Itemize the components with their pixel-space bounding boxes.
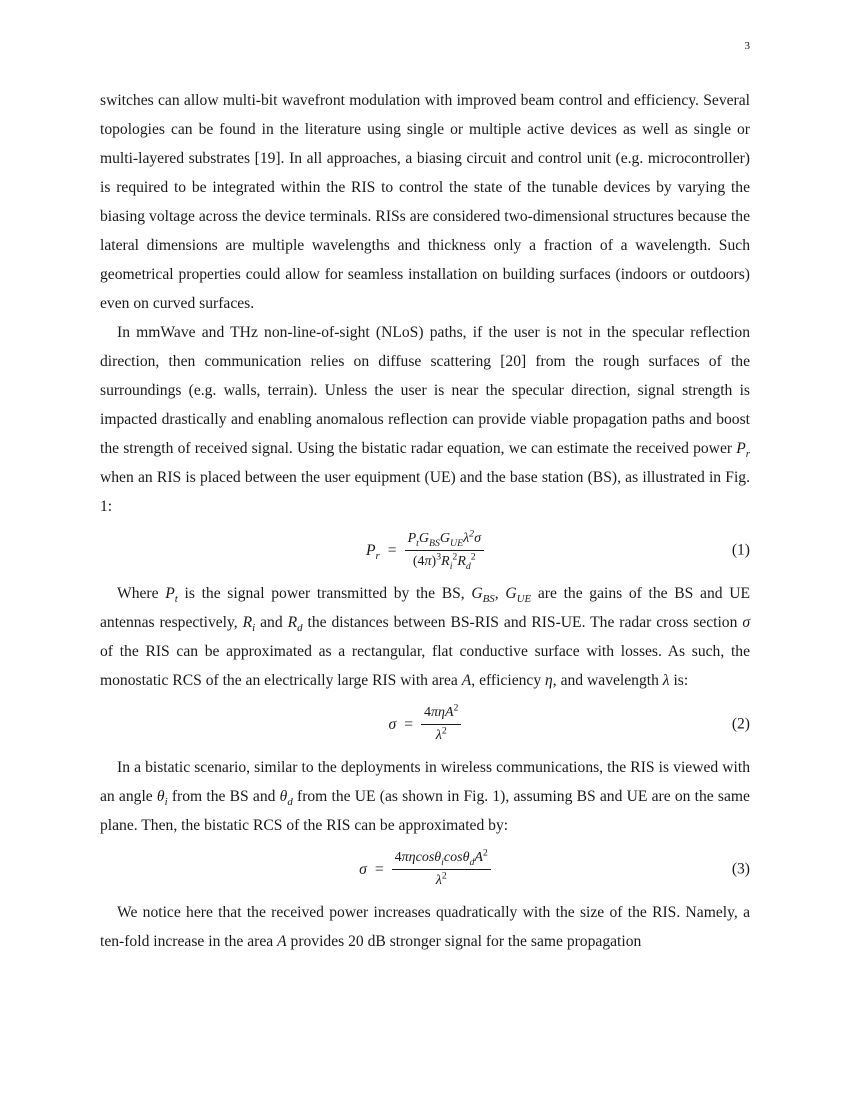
equation-3 bbox=[100, 840, 750, 898]
body-text bbox=[100, 86, 750, 956]
equation-2 bbox=[100, 695, 750, 753]
equation-1 bbox=[100, 521, 750, 579]
equation-2-expr: σ = $\frac{4\pi\eta A^2}{\lambda^2}$ bbox=[389, 704, 462, 745]
equation-2-number: (2) bbox=[731, 715, 750, 733]
page-number: 3 bbox=[744, 40, 750, 52]
equation-3-number: (3) bbox=[731, 860, 750, 878]
equation-1-expr: $P_r$ = $\frac{P_tG_{BS}G_{UE}\lambda^2\sigma}{(4\pi)^3R_i^2R_d^2}$ bbox=[366, 530, 484, 571]
paragraph-2: In mmWave and THz non-line-of-sight (NLoS) paths, if the user is not in the specular reflection direction, then communication relies on diffuse scattering [20] from the rough surfaces of the surroundings (e.g. walls, terrain). Unless the user is near the specular direction, signal strength is impacted drastically and enabling anomalous reflection can provide viable propagation paths and boost the strength of received signal. Using the bistatic radar equation, we can estimate the received power $P_r$ when an RIS is placed between the user equipment (UE) and the base station (BS), as illustrated in Fig. 1: bbox=[100, 324, 750, 515]
paragraph-5: We notice here that the received power increases quadratically with the size of the RIS. Namely, a ten-fold increase in the area A provides 20 dB stronger signal for the same propagation bbox=[100, 904, 750, 950]
math-pr: $P_r$ bbox=[736, 440, 750, 461]
paragraph-1: switches can allow multi-bit wavefront modulation with improved beam control and efficiency. Several topologies can be found in the literature using single or multiple active devices as well as single or multi-layered substrates [19]. In all approaches, a biasing circuit and control unit (e.g. microcontroller) is required to be integrated within the RIS to control the state of the tunable devices by varying the biasing voltage across the device terminals. RISs are considered two-dimensional structures because the lateral dimensions are multiple wavelengths and thickness only a fraction of a wavelength. Such geometrical properties could allow for seamless installation on building surfaces (indoors or outdoors) even on curved surfaces. bbox=[100, 92, 750, 312]
equation-1-number: (1) bbox=[731, 541, 750, 559]
equation-3-expr: σ = $\frac{4\pi\eta\cos\theta_i\cos\theta_dA^2}{\lambda^2}$ bbox=[359, 849, 491, 890]
paragraph-3: Where $P_t$ is the signal power transmitted by the BS, $G_{BS}$, $G_{UE}$ are the gains of the BS and UE antennas respectively, $R_i$ and $R_d$ the distances between BS-RIS and RIS-UE. The radar cross section σ of the RIS can be approximated as a rectangular, flat conductive surface with losses. As such, the monostatic RCS of the an electrically large RIS with area A, efficiency η, and wavelength λ is: bbox=[100, 585, 751, 689]
paragraph-4: In a bistatic scenario, similar to the deployments in wireless communications, the RIS is viewed with an angle $\theta_i$ from the BS and $\theta_d$ from the UE (as shown in Fig. 1), assuming BS and UE are on the same plane. Then, the bistatic RCS of the RIS can be approximated by: bbox=[100, 759, 750, 834]
